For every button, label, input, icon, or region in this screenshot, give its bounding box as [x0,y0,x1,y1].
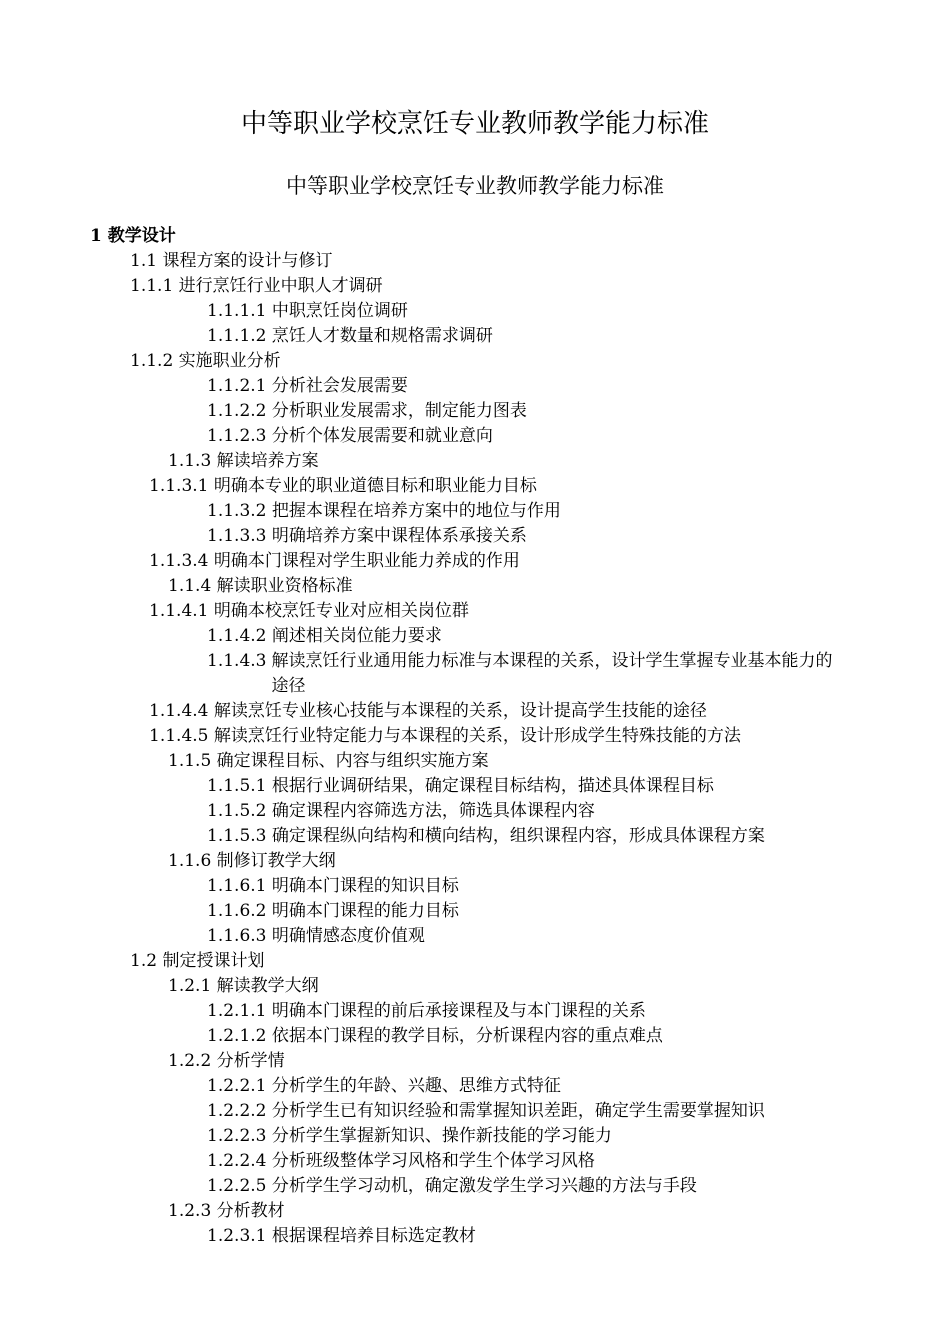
outline-item-text: 分析社会发展需要 [271,376,408,396]
outline-item-number: 1.1.4.4 [149,701,209,721]
outline-item-number: 1.2.2.2 [207,1101,267,1121]
outline-item-text: 分析个体发展需要和就业意向 [271,426,493,446]
outline-item-text: 教学设计 [107,226,176,246]
outline-item-number: 1.2.1.2 [207,1026,267,1046]
outline-item-text: 分析职业发展需求，制定能力图表 [271,401,527,421]
outline-item-number: 1.1.3.2 [207,501,267,521]
outline-item-text: 解读教学大纲 [216,976,319,996]
outline-item [0,799,950,824]
outline-item-number: 1.1.1.1 [207,301,267,321]
outline-item-number: 1.1.4.3 [207,651,267,671]
outline-item-text: 制定授课计划 [162,951,265,971]
outline-item-text: 分析班级整体学习风格和学生个体学习风格 [271,1151,595,1171]
outline-item [0,274,950,299]
outline-item-number: 1.2.1 [168,976,212,996]
outline-item-number: 1 [90,226,102,246]
outline-item [0,624,950,649]
outline-item-text: 明确本门课程的前后承接课程及与本门课程的关系 [271,1001,646,1021]
outline-item-text: 分析教材 [216,1201,285,1221]
outline-item-text: 确定课程内容筛选方法，筛选具体课程内容 [271,801,595,821]
outline-item-text: 进行烹饪行业中职人才调研 [178,276,383,296]
outline-item-text: 明确本校烹饪专业对应相关岗位群 [213,601,469,621]
outline-item [0,999,950,1024]
outline-item-text: 分析学生学习动机，确定激发学生学习兴趣的方法与手段 [271,1176,697,1196]
outline-item-number: 1.1.6.3 [207,926,267,946]
outline-item [0,499,950,524]
outline-item [0,699,950,724]
outline-item-text: 课程方案的设计与修订 [162,251,333,271]
outline-item-text: 根据课程培养目标选定教材 [271,1226,476,1246]
outline-item-number: 1.1.2.1 [207,376,267,396]
outline-item-number: 1.1 [130,251,158,271]
outline-item [0,299,950,324]
outline-item [0,524,950,549]
outline-item [0,1024,950,1049]
outline-item-text: 解读职业资格标准 [216,576,353,596]
outline-item [0,249,950,274]
outline-item-number: 1.1.6 [168,851,212,871]
outline-item [0,874,950,899]
outline-item [0,374,950,399]
outline-item [0,224,950,249]
document-title: 中等职业学校烹饪专业教师教学能力标准 [240,109,709,139]
outline-item [0,1049,950,1074]
outline-item [0,424,950,449]
outline-item-number: 1.2.2 [168,1051,212,1071]
outline-item [0,349,950,374]
outline-item [0,1074,950,1099]
outline-item-number: 1.1.5.2 [207,801,267,821]
outline-item [0,1174,950,1199]
outline-item [0,474,950,499]
outline-item-text: 中职烹饪岗位调研 [271,301,408,321]
outline-item-number: 1.1.1.2 [207,326,267,346]
outline-item-text: 明确本门课程的能力目标 [271,901,459,921]
outline-item [207,649,950,699]
outline-item-number: 1.1.5.3 [207,826,267,846]
outline-item-number: 1.1.5.1 [207,776,267,796]
outline-item [0,924,950,949]
outline-item-text: 明确培养方案中课程体系承接关系 [271,526,527,546]
outline-item-text: 确定课程纵向结构和横向结构，组织课程内容，形成具体课程方案 [271,826,765,846]
outline-item-text: 制修订教学大纲 [216,851,336,871]
outline-item [0,774,950,799]
outline-item-text: 实施职业分析 [178,351,281,371]
outline-item-number: 1.2.2.1 [207,1076,267,1096]
outline-item-text: 依据本门课程的教学目标，分析课程内容的重点难点 [271,1026,663,1046]
outline-item [0,399,950,424]
outline-item-text: 分析学生已有知识经验和需掌握知识差距，确定学生需要掌握知识 [271,1101,765,1121]
outline-item-number: 1.2 [130,951,158,971]
outline-item-text: 分析学生掌握新知识、操作新技能的学习能力 [271,1126,612,1146]
outline-item-text: 解读烹饪行业通用能力标准与本课程的关系，设计学生掌握专业基本能力的途径 [271,651,833,696]
outline-item-number: 1.2.2.3 [207,1126,267,1146]
outline-item [0,1099,950,1124]
outline-item-text: 确定课程目标、内容与组织实施方案 [216,751,489,771]
outline-item-number: 1.2.3.1 [207,1226,267,1246]
outline-item-number: 1.2.3 [168,1201,212,1221]
outline-item-number: 1.1.5 [168,751,212,771]
outline-item [0,724,950,749]
outline-item [0,449,950,474]
outline-item-number: 1.1.3.4 [149,551,209,571]
outline-item [0,1224,950,1249]
outline-item-number: 1.1.6.2 [207,901,267,921]
outline-item [0,824,950,849]
outline-item-text: 明确本门课程对学生职业能力养成的作用 [213,551,520,571]
outline-item [0,324,950,349]
outline-item [0,599,950,624]
outline-item-text: 根据行业调研结果，确定课程目标结构，描述具体课程目标 [271,776,714,796]
outline-item-number: 1.2.2.5 [207,1176,267,1196]
outline-item-text: 分析学生的年龄、兴趣、思维方式特征 [271,1076,561,1096]
document-subtitle: 中等职业学校烹饪专业教师教学能力标准 [286,174,664,198]
outline-item-text: 烹饪人才数量和规格需求调研 [271,326,493,346]
outline-item [0,574,950,599]
outline-item-number: 1.1.4.5 [149,726,209,746]
outline-item-text: 明确本专业的职业道德目标和职业能力目标 [213,476,537,496]
outline-item-number: 1.1.2.2 [207,401,267,421]
outline-item [0,974,950,999]
outline-item [0,849,950,874]
outline-item-text: 阐述相关岗位能力要求 [271,626,442,646]
outline-item [0,1199,950,1224]
outline-item [0,549,950,574]
outline-item-text: 明确情感态度价值观 [271,926,425,946]
outline-item-text: 解读培养方案 [216,451,319,471]
outline-item-text: 分析学情 [216,1051,285,1071]
outline-item-text: 把握本课程在培养方案中的地位与作用 [271,501,561,521]
outline-item-number: 1.1.6.1 [207,876,267,896]
outline-item-number: 1.1.2.3 [207,426,267,446]
outline-item-number: 1.1.1 [130,276,174,296]
outline-item-number: 1.1.2 [130,351,174,371]
outline-item-number: 1.1.4.1 [149,601,209,621]
outline-item-text: 解读烹饪行业特定能力与本课程的关系，设计形成学生特殊技能的方法 [213,726,741,746]
outline-item-number: 1.1.4 [168,576,212,596]
outline-item-number: 1.2.1.1 [207,1001,267,1021]
outline-item [0,899,950,924]
outline-item [0,949,950,974]
outline-item [0,1124,950,1149]
outline-list [0,224,950,1249]
outline-item [0,749,950,774]
outline-item-text: 解读烹饪专业核心技能与本课程的关系，设计提高学生技能的途径 [213,701,707,721]
outline-item-number: 1.1.3.1 [149,476,209,496]
outline-item-number: 1.2.2.4 [207,1151,267,1171]
outline-item [0,1149,950,1174]
outline-item-text: 明确本门课程的知识目标 [271,876,459,896]
outline-item-number: 1.1.3.3 [207,526,267,546]
outline-item-number: 1.1.4.2 [207,626,267,646]
outline-item-number: 1.1.3 [168,451,212,471]
